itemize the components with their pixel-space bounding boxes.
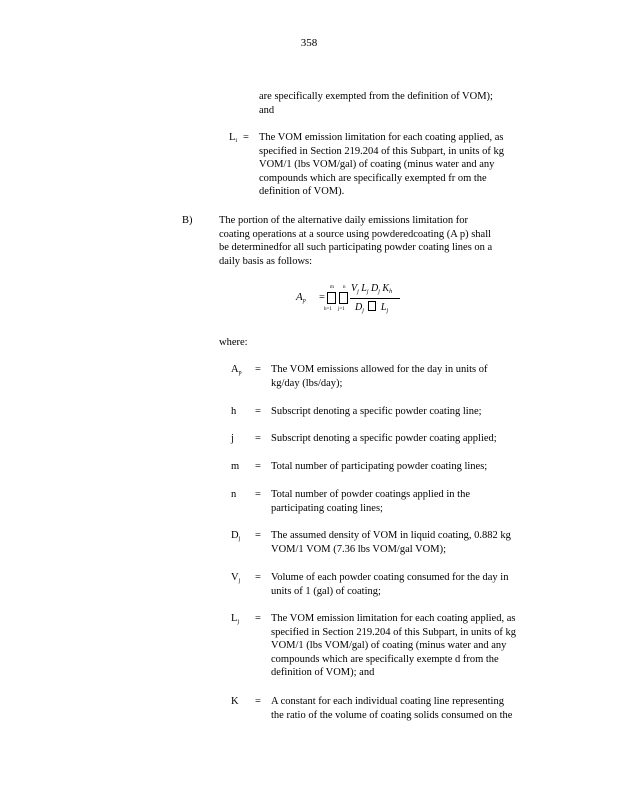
sub-j: j	[366, 289, 369, 295]
text-line: VOM/1 (lbs VOM/gal) of coating (minus water and any	[271, 640, 507, 651]
symbol-letter: A	[231, 364, 239, 375]
equals-sign: =	[255, 489, 261, 500]
text-line: definition of VOM).	[259, 186, 345, 197]
definition-text	[271, 405, 571, 419]
text-line: daily basis as follows:	[219, 255, 313, 267]
sum-symbol-2	[339, 292, 348, 304]
text-line: Subscript denoting a specific powder coating applied;	[271, 433, 497, 444]
sub-j: j	[386, 308, 389, 314]
text-line: the ratio of the volume of coating solids consumed on the	[271, 709, 513, 721]
text-line: Subscript denoting a specific powder coating line;	[271, 406, 482, 417]
text-line: kg/day (lbs/day);	[271, 377, 343, 389]
definition-text	[271, 363, 571, 390]
equals-sign: =	[255, 406, 261, 417]
equals-sign: =	[255, 572, 261, 583]
text-line: The assumed density of VOM in liquid coating, 0.882 kg	[271, 530, 511, 541]
equals-sign: =	[255, 696, 261, 707]
symbol-subscript: p	[238, 370, 242, 376]
equals-sign: =	[255, 530, 261, 541]
definition-text	[271, 612, 571, 680]
equals-sign: =	[255, 461, 261, 472]
section-label: B)	[182, 215, 193, 226]
text-line: participating coating lines;	[271, 502, 383, 514]
text-line: specified in Section 219.204 of this Subpart, in units of kg	[271, 626, 516, 638]
formula-lhs-subscript: p	[302, 298, 306, 304]
sum-lower-2: j=1	[338, 307, 345, 312]
definition-symbol	[231, 695, 253, 713]
text-line: coating operations at a source using powderedcoating (A p) shall	[219, 228, 492, 240]
sub-j: j	[378, 289, 380, 295]
formula-equals: =	[319, 292, 325, 303]
text-line: The VOM emissions allowed for the day in units of	[271, 364, 488, 375]
definition-text	[271, 488, 571, 515]
definition-text	[259, 131, 579, 199]
sub-j: j	[357, 289, 359, 295]
den-d: D	[355, 302, 363, 313]
text-line: are specifically exempted from the definition of VOM);	[259, 91, 493, 102]
text-line: and	[259, 104, 275, 116]
definition-text	[271, 695, 571, 722]
text-line: compounds which are specifically exempte d from the	[271, 653, 499, 665]
sum-lower-1: h=1	[324, 307, 332, 312]
sum-symbol-1	[327, 292, 336, 304]
definition-text	[271, 571, 571, 598]
equals-sign: =	[243, 132, 249, 143]
text-line: Total number of participating powder coating lines;	[271, 461, 488, 472]
text-line: The VOM emission limitation for each coating applied, as	[271, 613, 516, 624]
symbol-letter: K	[231, 696, 239, 707]
symbol-letter: L	[231, 613, 238, 624]
text-line: VOM/1 VOM (7.36 lbs VOM/gal VOM);	[271, 543, 447, 555]
text-line: A constant for each individual coating line representing	[271, 696, 504, 707]
text-line: compounds which are specifically exempted fr om the	[259, 172, 487, 184]
text-line: The VOM emission limitation for each coating applied, as	[259, 132, 504, 143]
text-line: specified in Section 219.204 of this Subpart, in units of kg	[259, 145, 504, 157]
sum-upper-1: m	[330, 285, 334, 290]
formula	[292, 282, 432, 322]
formula-lhs	[296, 291, 306, 309]
den-l: L	[380, 302, 387, 313]
text-line: VOM/1 (lbs VOM/gal) of coating (minus water and any	[259, 159, 495, 170]
symbol-letter: h	[231, 406, 237, 417]
symbol-subscript: j	[237, 619, 240, 625]
symbol-subscript: j	[238, 578, 241, 584]
definition-text	[271, 432, 571, 446]
num-v: V	[351, 283, 358, 294]
num-l: L	[361, 283, 367, 294]
fraction-bar	[350, 298, 400, 299]
text-line: be determinedfor all such participating powder coating lines on a	[219, 242, 493, 253]
equals-sign: =	[255, 613, 261, 624]
equals-sign: =	[255, 364, 261, 375]
symbol-subscript: i	[235, 138, 238, 144]
equals-sign: =	[255, 433, 261, 444]
definition-symbol	[231, 571, 253, 589]
definition-symbol	[231, 405, 253, 423]
definition-symbol	[231, 612, 253, 630]
num-k: K	[382, 283, 390, 294]
definition-symbol	[231, 488, 253, 506]
top-continuation	[259, 90, 493, 117]
sum-upper-2: n	[343, 285, 346, 290]
definition-symbol	[231, 529, 253, 547]
symbol-letter: D	[231, 530, 239, 541]
sub-h: h	[389, 289, 393, 295]
formula-numerator	[351, 282, 392, 300]
formula-lhs-letter: A	[296, 291, 303, 303]
sub-j: j	[362, 308, 364, 314]
symbol-letter: V	[231, 572, 239, 583]
definition-text	[271, 460, 571, 474]
definition-text	[271, 529, 571, 556]
text-line: definition of VOM); and	[271, 667, 375, 678]
text-line: units of 1 (gal) of coating;	[271, 585, 381, 597]
text-line: The portion of the alternative daily emissions limitation for	[219, 215, 469, 226]
section-b-text	[219, 214, 559, 268]
missing-glyph-box	[368, 301, 376, 311]
definition-symbol	[231, 363, 253, 381]
formula-denominator	[355, 301, 388, 319]
definition-symbol	[231, 460, 253, 478]
page-number: 358	[300, 37, 318, 49]
text-line: Total number of powder coatings applied in the	[271, 489, 471, 500]
definition-symbol	[231, 432, 253, 450]
symbol-letter: n	[231, 489, 237, 500]
symbol-letter: m	[231, 461, 240, 472]
where-label: where:	[219, 337, 248, 348]
symbol-letter: j	[231, 433, 234, 444]
num-d: D	[371, 283, 379, 294]
text-line: Volume of each powder coating consumed for the day in	[271, 572, 509, 583]
symbol-subscript: j	[238, 536, 241, 542]
symbol-letter: L	[229, 132, 236, 143]
